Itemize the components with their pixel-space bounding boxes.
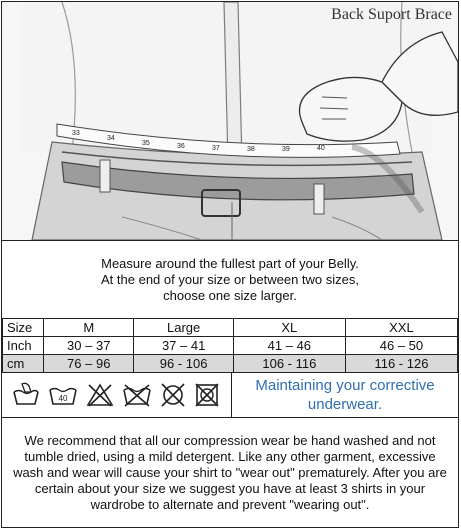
cm-label: cm [3,355,44,373]
recommendation-line: We recommend that all our compression wear be hand washed and not [24,433,436,448]
no-dry-clean-icon [160,382,186,408]
no-iron-icon [194,382,220,408]
instruction-line: At the end of your size or between two sizes, [101,271,359,287]
hand-wash-icon [12,382,40,408]
measure-instructions [2,241,458,319]
cm-row [3,355,458,373]
instruction-line: choose one size larger. [163,287,297,303]
inch-row [3,337,458,355]
svg-text:35: 35 [142,140,150,147]
maintain-line: underwear. [307,396,383,413]
inch-label: Inch [3,337,44,355]
size-header-xxl: XXL [345,319,457,337]
recommendation-line: tumble dried, using a mild detergent. Like any other garment, excessive [24,449,436,464]
page-title: Back Suport Brace [331,6,452,23]
wash-40-icon [48,382,78,408]
size-header-label: Size [3,319,44,337]
inch-cell: 30 – 37 [44,337,134,355]
svg-text:36: 36 [177,143,185,150]
maintain-note [232,372,458,418]
size-header-xl: XL [233,319,345,337]
svg-text:34: 34 [107,135,115,142]
cm-cell: 76 – 96 [44,355,134,373]
measurement-illustration [2,2,458,241]
wash-temp-label: 40 [58,393,68,403]
no-tumble-dry-icon [122,382,152,408]
inch-cell: 37 – 41 [134,337,233,355]
size-chart-table [2,318,458,373]
cm-cell: 96 - 106 [134,355,233,373]
care-symbols [2,372,232,418]
recommendation-line: certain about your size we suggest you have at least 3 shirts in your [34,481,426,496]
cm-cell: 116 - 126 [345,355,457,373]
recommendation-line: wash and wear will cause your shirt to "wear out" prematurely. After you are [13,465,447,480]
svg-text:39: 39 [282,146,290,153]
inch-cell: 41 – 46 [233,337,345,355]
size-header-large: Large [134,319,233,337]
no-bleach-icon [86,382,114,408]
care-recommendation [2,433,458,513]
size-header-m: M [44,319,134,337]
svg-text:33: 33 [72,130,80,137]
recommendation-line: wardrobe to alternate and prevent "wearing out". [90,497,370,512]
cm-cell: 106 - 116 [233,355,345,373]
maintain-line: Maintaining your corrective [255,377,435,394]
size-header-row [3,319,458,337]
svg-text:37: 37 [212,145,220,152]
svg-text:38: 38 [247,146,255,153]
svg-text:40: 40 [317,145,325,152]
belly-measure-drawing [2,2,458,240]
instruction-line: Measure around the fullest part of your Belly. [101,255,359,271]
inch-cell: 46 – 50 [345,337,457,355]
